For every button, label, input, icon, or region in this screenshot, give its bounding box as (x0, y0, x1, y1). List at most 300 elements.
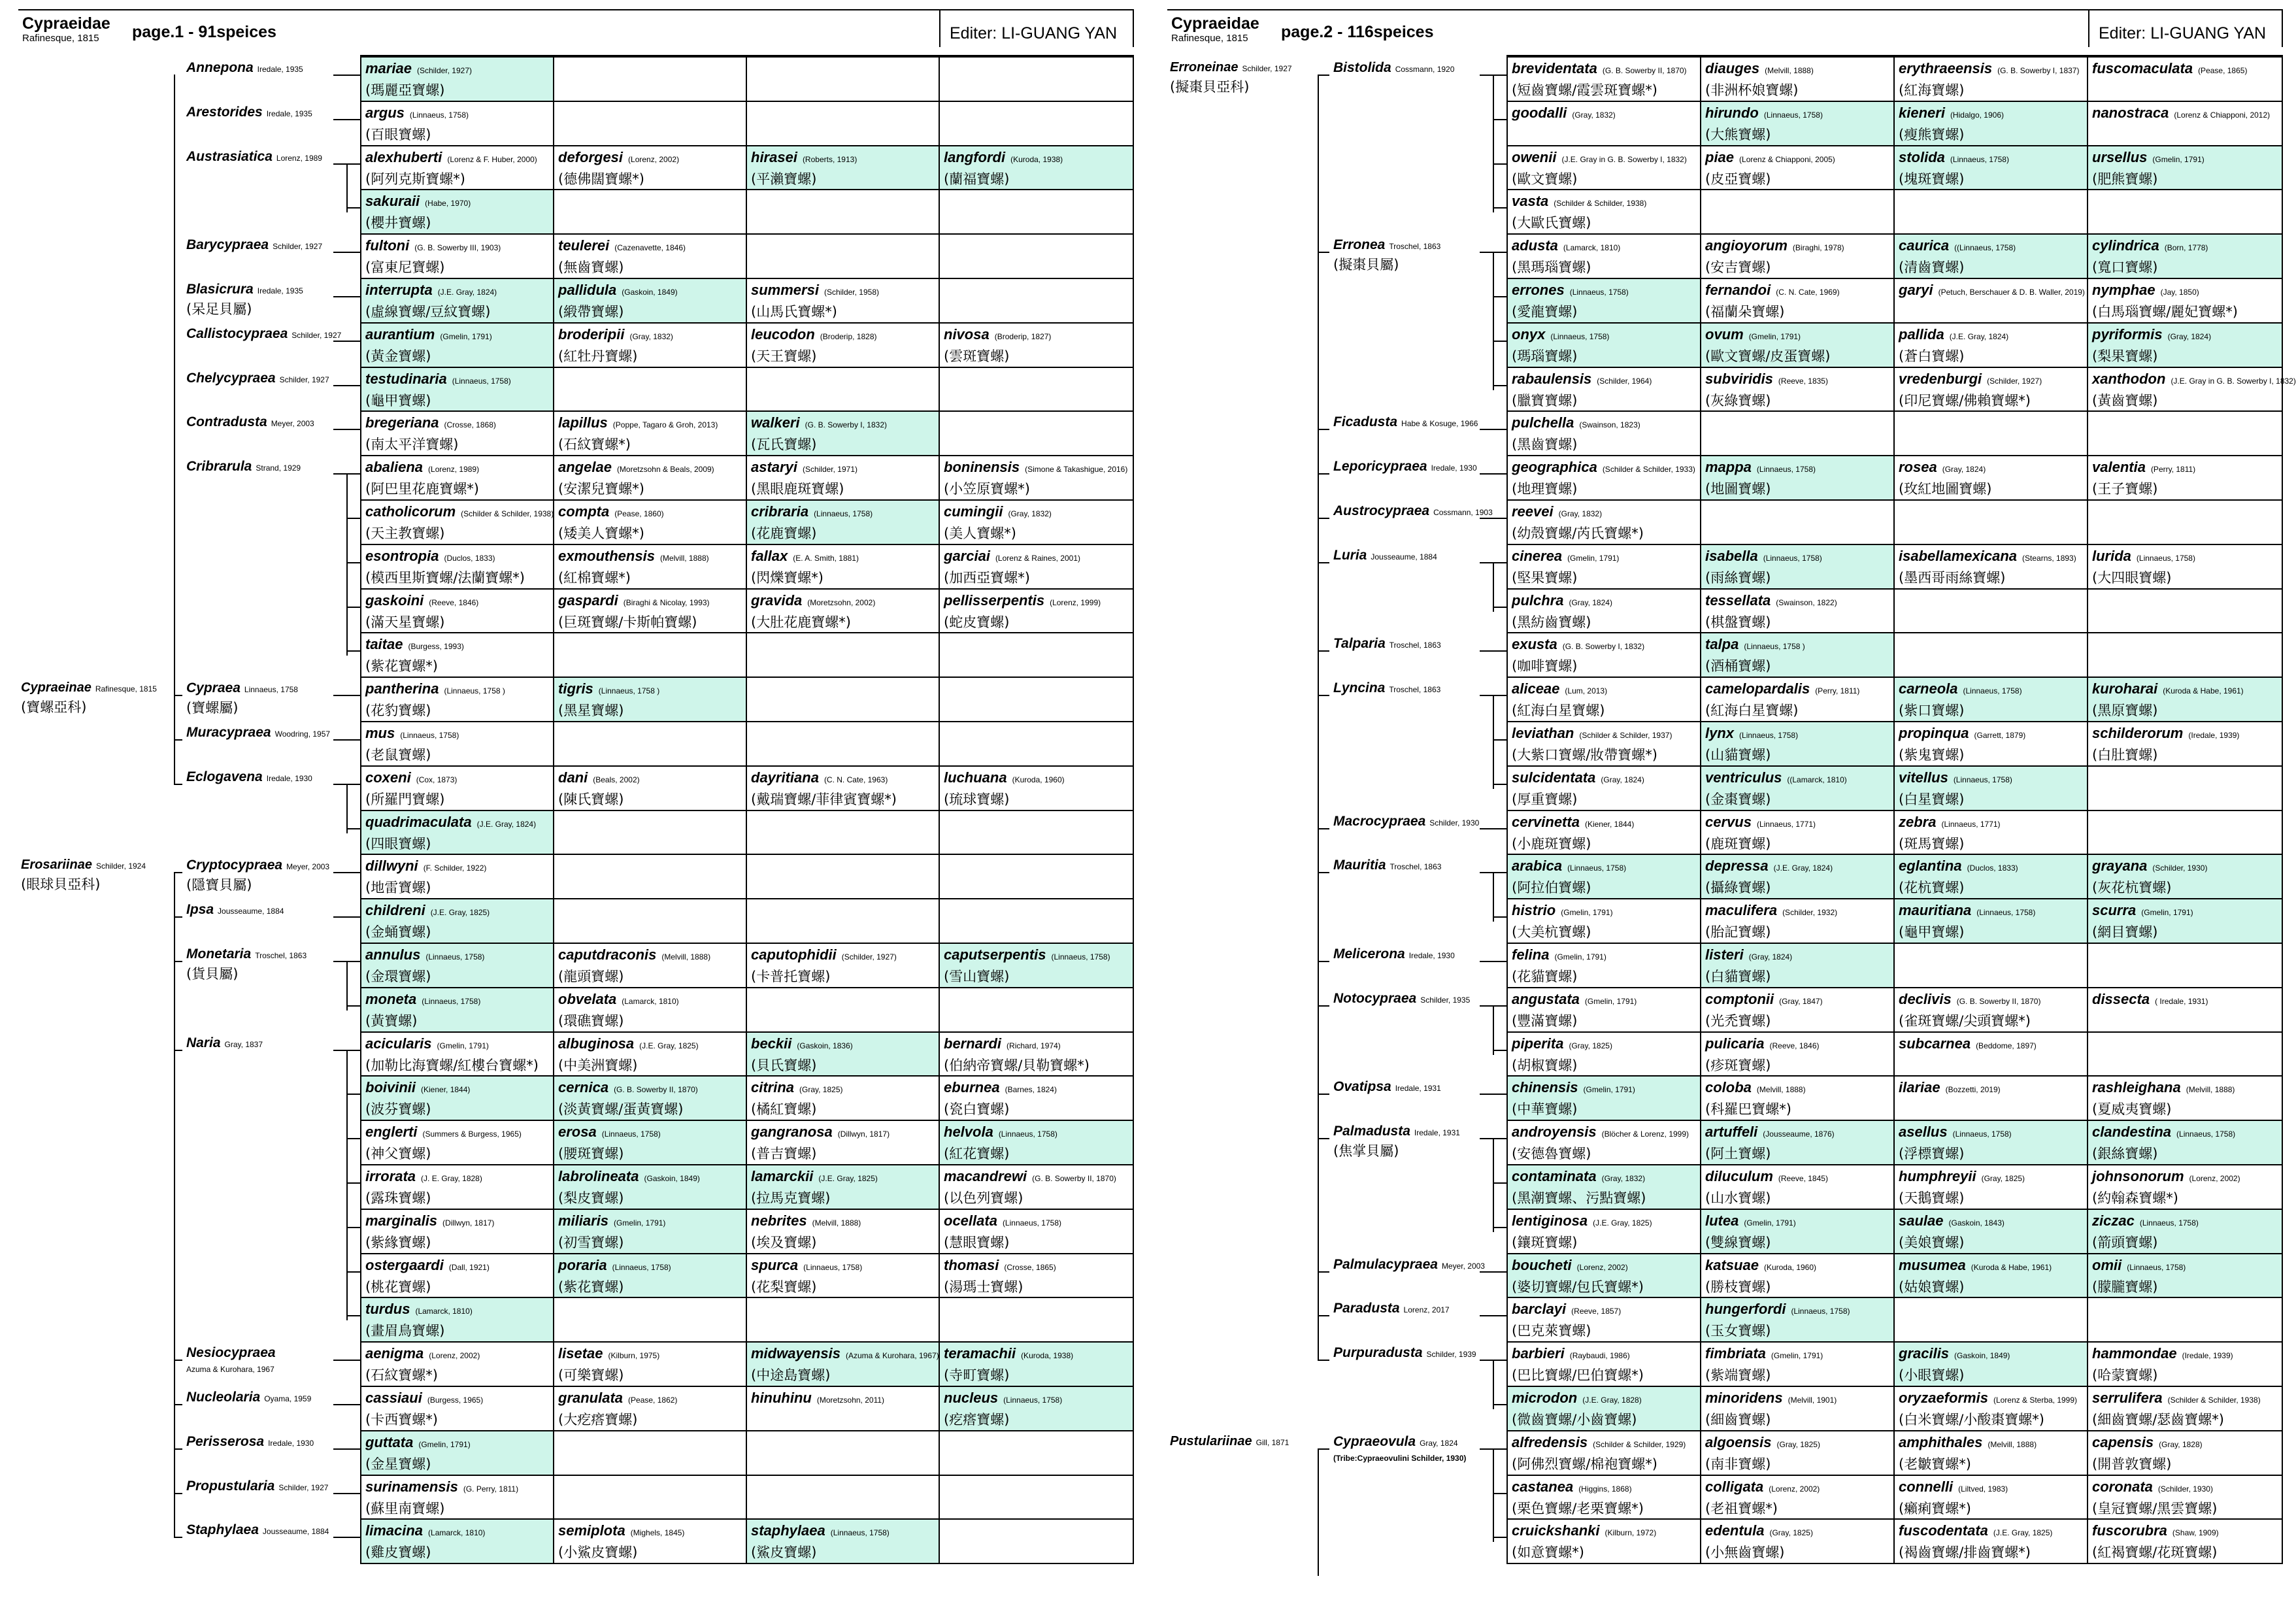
species-chinese-name: (塊斑寶螺) (1899, 171, 1965, 187)
species-name: adusta (1512, 237, 1558, 254)
table-row (1508, 1075, 2282, 1120)
species-chinese-name: (普吉寶螺) (751, 1146, 817, 1162)
species-chinese-name: (疙瘩寶螺) (944, 1412, 1010, 1428)
species-chinese-name: (紅海寶螺) (1899, 82, 1965, 98)
species-name: cruickshanki (1512, 1522, 1600, 1539)
subfamily-author: Schilder, 1924 (95, 861, 146, 871)
page-title: page.1 - 91speices (132, 23, 276, 41)
species-author: (Gray, 1832) (1558, 509, 1603, 518)
subfamily-bracket-tick (1318, 650, 1329, 652)
table-row (1508, 233, 2282, 278)
species-name: ilariae (1899, 1079, 1940, 1096)
subfamily-bracket-tick (1318, 1448, 1329, 1450)
genus-name: Bistolida (1333, 60, 1391, 75)
page-header (20, 9, 281, 47)
species-name: declivis (1899, 990, 1952, 1007)
species-name: labrolineata (558, 1168, 639, 1184)
species-cell (361, 1476, 554, 1519)
species-chinese-name: (加西亞寶螺*) (944, 569, 1030, 586)
species-chinese-name: (埃及寶螺) (751, 1234, 817, 1250)
species-chinese-name: (浮標寶螺) (1899, 1146, 1965, 1162)
species-name: exusta (1512, 636, 1557, 653)
species-cell (554, 456, 747, 499)
genus-name: Macrocypraea (1333, 813, 1426, 829)
subfamily-label (1170, 1434, 1289, 1449)
species-author: (Linnaeus, 1758) (2136, 553, 2195, 563)
genus-author: Iredale, 1935 (257, 286, 303, 295)
genus-author: Troschel, 1863 (1389, 641, 1441, 650)
genus-name: Paradusta (1333, 1301, 1400, 1316)
species-chinese-name: (勝枝寶螺) (1705, 1278, 1771, 1295)
species-chinese-name: (黃齒寶螺) (2092, 392, 2158, 409)
species-chinese-name: (平瀨寶螺) (751, 171, 817, 187)
subfamily-name: Pustulariinae (1170, 1433, 1252, 1448)
species-author: (Schilder, 1964) (1597, 376, 1652, 386)
species-chinese-name: (胡椒寶螺) (1512, 1057, 1578, 1073)
species-cell (747, 988, 940, 1031)
species-chinese-name: (蘇里南寶螺) (365, 1500, 445, 1516)
species-cell (747, 1121, 940, 1164)
species-chinese-name: (黃寶螺) (365, 1012, 418, 1029)
species-name: coronata (2092, 1478, 2153, 1495)
species-cell (1701, 1387, 1895, 1430)
species-chinese-name: (石紋寶螺*) (558, 437, 631, 453)
species-name: quadrimaculata (365, 813, 472, 830)
species-cell (1895, 678, 2088, 721)
genus-bracket-tick (346, 650, 360, 652)
species-cell (1701, 324, 1895, 367)
table-row (1508, 1341, 2282, 1386)
species-author: (Shaw, 1909) (2172, 1528, 2219, 1538)
species-name: boivinii (365, 1079, 416, 1096)
species-author: (Kuroda, 1960) (1012, 775, 1065, 784)
species-name: citrina (751, 1079, 795, 1096)
genus-name: Leporicypraea (1333, 459, 1427, 475)
species-name: erosa (558, 1124, 597, 1141)
genus-label (186, 282, 303, 318)
species-chinese-name: (箭頭寶螺) (2092, 1234, 2158, 1250)
species-cell (2088, 1165, 2282, 1209)
species-chinese-name: (蛇皮寶螺) (944, 614, 1010, 630)
species-cell (2088, 722, 2282, 765)
species-name: fernandoi (1705, 282, 1771, 298)
genus-bracket-line (346, 163, 348, 213)
species-cell (1701, 1254, 1895, 1297)
species-chinese-name: (無齒寶螺) (558, 259, 624, 276)
species-cell (2088, 1343, 2282, 1386)
species-name: lutea (1705, 1212, 1739, 1229)
species-cell (940, 1431, 1133, 1475)
species-author: (Linnaeus, 1758) (2176, 1129, 2236, 1139)
species-cell (2088, 1254, 2282, 1297)
species-name: rosea (1899, 459, 1937, 476)
species-author: (Lorenz, 2002) (429, 1351, 480, 1361)
species-cell (361, 324, 554, 367)
subfamily-bracket-line (174, 872, 175, 1537)
species-name: interrupta (365, 282, 433, 298)
species-author: (Gmelin, 1791) (437, 1041, 489, 1050)
species-name: brevidentata (1512, 60, 1597, 76)
species-cell (554, 767, 747, 810)
species-chinese-name: (臘寶寶螺) (1512, 392, 1578, 409)
species-cell (1508, 412, 1701, 455)
genus-author: Iredale, 1935 (257, 65, 303, 74)
species-cell (1701, 678, 1895, 721)
species-chinese-name: (棋盤寶螺) (1705, 614, 1771, 630)
species-cell (2088, 633, 2282, 677)
genus-label (186, 946, 307, 983)
species-cell (940, 1121, 1133, 1164)
species-cell (361, 58, 554, 101)
species-chinese-name: (灰花杭寶螺) (2092, 880, 2172, 896)
species-name: vitellus (1899, 769, 1948, 786)
genus-bracket-line (1493, 1005, 1494, 1055)
species-name: helvola (944, 1124, 993, 1141)
species-cell (1508, 146, 1701, 190)
species-author: (Kiener, 1844) (1584, 819, 1635, 829)
species-cell (554, 590, 747, 633)
species-cell (2088, 279, 2282, 322)
species-cell (747, 767, 940, 810)
genus-author: Oyama, 1959 (264, 1394, 312, 1403)
species-cell (1701, 279, 1895, 322)
species-cell (1895, 1254, 2088, 1297)
genus-chinese-name: (寶螺屬) (186, 700, 239, 716)
species-name: catholicorum (365, 503, 456, 520)
species-name: clandestina (2092, 1124, 2172, 1141)
species-cell (361, 944, 554, 987)
species-cell (1508, 988, 1701, 1031)
species-author: (Gmelin, 1791) (1584, 996, 1637, 1006)
species-author: (Melvill, 1901) (1788, 1395, 1837, 1405)
species-cell (1508, 1431, 1701, 1475)
species-name: caputserpentis (944, 946, 1046, 963)
species-name: aenigma (365, 1345, 424, 1362)
species-cell (940, 545, 1133, 588)
species-author: (Blöcher & Lorenz, 1999) (1601, 1129, 1689, 1139)
species-chinese-name: (阿土寶螺) (1705, 1146, 1771, 1162)
species-author: (J.E. Gray, 1825) (430, 908, 490, 918)
species-cell (1508, 1121, 1701, 1164)
species-chinese-name: (中途島寶螺) (751, 1367, 831, 1384)
species-cell (1701, 456, 1895, 499)
species-cell (1895, 1343, 2088, 1386)
species-cell (1701, 855, 1895, 898)
species-name: boninensis (944, 459, 1020, 476)
genus-connector-line (1480, 961, 1506, 962)
genus-chinese-name: (貨貝屬) (186, 966, 239, 982)
species-chinese-name: (王子寶螺) (2092, 481, 2158, 497)
species-name: arabica (1512, 858, 1563, 875)
species-cell (747, 501, 940, 544)
species-name: angelae (558, 459, 612, 476)
species-name: subviridis (1705, 370, 1773, 387)
species-author: (Gray, 1832) (1008, 509, 1052, 518)
species-cell (554, 944, 747, 987)
species-cell (747, 1343, 940, 1386)
genus-connector-line (333, 1537, 360, 1538)
species-author: (Lorenz & F. Huber, 2000) (447, 154, 537, 164)
genus-connector-line (1480, 650, 1506, 652)
genus-bracket-line (1493, 1448, 1494, 1543)
species-cell (554, 279, 747, 322)
genus-connector-line (333, 1448, 360, 1450)
species-chinese-name: (非洲杯娘寶螺) (1705, 82, 1799, 98)
species-cell (747, 1033, 940, 1076)
genus-label (186, 858, 329, 894)
genus-label (1333, 1345, 1476, 1361)
species-cell (1895, 146, 2088, 190)
species-author: (Bozzetti, 2019) (1945, 1085, 2001, 1095)
species-name: sulcidentata (1512, 769, 1596, 786)
species-cell (361, 1343, 554, 1386)
genus-bracket-tick (1493, 916, 1506, 918)
genus-name: Blasicrura (186, 282, 254, 297)
species-author: (Hidalgo, 1906) (1950, 110, 2004, 120)
genus-connector-line (333, 695, 360, 696)
table-row (1508, 854, 2282, 898)
genus-connector-line (333, 385, 360, 386)
species-author: (Gmelin, 1791) (1744, 1218, 1796, 1228)
species-name: owenii (1512, 148, 1557, 165)
species-name: piae (1705, 148, 1735, 165)
species-name: angustata (1512, 990, 1580, 1007)
species-author: (Cox, 1873) (416, 775, 458, 784)
table-row (1508, 1120, 2282, 1164)
species-cell (2088, 590, 2282, 633)
species-author: (E. A. Smith, 1881) (793, 553, 859, 563)
species-name: alexhuberti (365, 148, 442, 165)
species-chinese-name: (大四眼寶螺) (2092, 569, 2172, 586)
species-cell (554, 1033, 747, 1076)
species-author: (Lorenz, 2002) (1769, 1484, 1820, 1494)
species-name: irrorata (365, 1168, 416, 1184)
species-cell (747, 722, 940, 765)
species-chinese-name: (約翰森寶螺*) (2092, 1190, 2178, 1206)
species-author: (Linnaeus, 1758) (1963, 686, 2022, 696)
species-author: (Cazenavette, 1846) (614, 243, 686, 253)
species-cell (554, 899, 747, 943)
species-name: cernica (558, 1079, 609, 1096)
species-cell (1701, 1520, 1895, 1563)
species-chinese-name: (夏威夷寶螺) (2092, 1101, 2172, 1118)
species-author: (Perry, 1811) (2150, 465, 2196, 475)
species-author: (Linnaeus, 1771) (1756, 819, 1816, 829)
species-cell (361, 545, 554, 588)
species-cell (361, 368, 554, 411)
species-cell (1701, 1476, 1895, 1519)
species-chinese-name: (腰斑寶螺) (558, 1146, 624, 1162)
species-author: (G. Perry, 1811) (463, 1484, 519, 1494)
species-chinese-name: (厚重寶螺) (1512, 791, 1578, 807)
species-chinese-name: (黑眼鹿斑寶螺) (751, 481, 844, 497)
species-chinese-name: (花杭寶螺) (1899, 880, 1965, 896)
table-row (361, 410, 1133, 455)
species-cell (940, 944, 1133, 987)
species-chinese-name: (大美杭寶螺) (1512, 924, 1591, 941)
species-chinese-name: (花豹寶螺) (365, 703, 431, 719)
species-author: (C. N. Cate, 1969) (1776, 288, 1840, 297)
genus-bracket-tick (1493, 385, 1506, 386)
species-author: (Kuroda, 1938) (1021, 1351, 1074, 1361)
species-chinese-name: (紫花寶螺) (558, 1278, 624, 1295)
subfamily-bracket-tick (1318, 872, 1329, 873)
subfamily-chinese-name: (眼球貝亞科) (21, 877, 101, 893)
species-cell (1895, 899, 2088, 943)
species-cell (940, 1254, 1133, 1297)
species-cell (1508, 1387, 1701, 1430)
table-row (1508, 898, 2282, 943)
species-author: (Gmelin, 1791) (614, 1218, 666, 1228)
species-author: (Gmelin, 1791) (2152, 154, 2204, 164)
table-row (361, 632, 1133, 677)
species-name: ursellus (2092, 148, 2148, 165)
species-chinese-name: (朦朧寶螺) (2092, 1278, 2158, 1295)
species-chinese-name: (中美洲寶螺) (558, 1057, 638, 1073)
genus-name: Perisserosa (186, 1433, 265, 1449)
species-author: (Crosse, 1865) (1004, 1262, 1056, 1272)
species-chinese-name: (山貓寶螺) (1705, 747, 1771, 763)
species-author: (Swainson, 1822) (1776, 597, 1837, 607)
species-name: oryzaeformis (1899, 1390, 1988, 1406)
species-name: pantherina (365, 680, 439, 697)
genus-name: Arestorides (186, 104, 263, 120)
genus-label (1333, 636, 1441, 652)
species-cell (1895, 324, 2088, 367)
species-author: (Dillwyn, 1817) (837, 1129, 890, 1139)
species-author: (Iredale, 1939) (2182, 1351, 2233, 1361)
species-name: cinerea (1512, 547, 1563, 564)
table-row (1508, 1475, 2282, 1519)
genus-bracket-tick (1493, 1404, 1506, 1405)
species-author: (G. B. Sowerby I, 1837) (1997, 66, 2080, 75)
species-cell (747, 1210, 940, 1253)
species-cell (1895, 1210, 2088, 1253)
species-cell (1701, 1121, 1895, 1164)
subfamily-label (21, 858, 146, 894)
species-author: (Burgess, 1993) (408, 642, 464, 652)
species-chinese-name: (蒼白寶螺) (1899, 348, 1965, 364)
species-author: (G. B. Sowerby II, 1870) (1602, 66, 1687, 75)
species-chinese-name: (大歐氏寶螺) (1512, 215, 1591, 231)
species-cell (2088, 855, 2282, 898)
species-cell (1508, 1476, 1701, 1519)
genus-author: Iredale, 1930 (1431, 463, 1477, 473)
genus-author: Troschel, 1863 (1389, 685, 1441, 695)
species-cell (1895, 1033, 2088, 1076)
species-cell (554, 722, 747, 765)
species-author: (Lamarck, 1810) (415, 1307, 473, 1316)
genus-bracket-tick (1493, 207, 1506, 209)
species-chinese-name: (皮亞寶螺) (1705, 171, 1771, 187)
species-name: semiplota (558, 1522, 625, 1539)
species-cell (1701, 501, 1895, 544)
genus-name: Palmulacypraea (1333, 1256, 1438, 1272)
genus-connector-line (333, 1404, 360, 1405)
species-author: (J.E. Gray, 1825) (1593, 1218, 1652, 1228)
table-row (1508, 499, 2282, 544)
table-row (361, 233, 1133, 278)
species-name: cylindrica (2092, 237, 2159, 254)
species-cell (940, 1343, 1133, 1386)
species-name: gangranosa (751, 1124, 833, 1141)
species-chinese-name: (網目寶螺) (2092, 924, 2158, 941)
species-author: (J.E. Gray, 1825) (639, 1041, 699, 1050)
species-author: (J.E. Gray, 1824) (1949, 331, 2009, 341)
species-author: (Gray, 1832) (1601, 1174, 1646, 1183)
species-chinese-name: (巴克萊寶螺) (1512, 1323, 1591, 1339)
genus-label (1333, 237, 1440, 274)
species-name: tessellata (1705, 592, 1771, 609)
species-cell (1895, 988, 2088, 1031)
species-name: nymphae (2092, 282, 2155, 298)
species-chinese-name: (豐滿寶螺) (1512, 1012, 1578, 1029)
species-cell (554, 545, 747, 588)
species-cell (1895, 368, 2088, 411)
genus-connector-line (1480, 1315, 1506, 1316)
species-name: aliceae (1512, 680, 1560, 697)
table-row (361, 987, 1133, 1031)
subfamily-bracket-tick (174, 784, 182, 785)
subfamily-bracket-line (1318, 1448, 1319, 1576)
genus-bracket-line (1493, 75, 1494, 212)
species-author: (G. B. Sowerby I, 1832) (1562, 642, 1645, 652)
species-chinese-name: (巴比寶螺/巴伯寶螺*) (1512, 1367, 1644, 1384)
species-author: (Schilder & Schilder, 1933) (1602, 465, 1695, 475)
species-name: rabaulensis (1512, 370, 1592, 387)
species-name: eburnea (944, 1079, 1000, 1096)
species-author: (Jousseaume, 1876) (1763, 1129, 1835, 1139)
species-name: summersi (751, 282, 819, 298)
species-name: kieneri (1899, 104, 1945, 121)
species-name: diluculum (1705, 1168, 1773, 1184)
species-name: langfordi (944, 148, 1006, 165)
subfamily-bracket-tick (1318, 429, 1329, 430)
species-name: fuscorubra (2092, 1522, 2167, 1539)
genus-author: Meyer, 2003 (286, 862, 330, 872)
species-cell (1895, 767, 2088, 810)
species-author: (Kilburn, 1972) (1605, 1528, 1657, 1538)
species-author: (Linnaeus, 1758) (803, 1262, 863, 1272)
species-cell (1508, 633, 1701, 677)
species-cell (940, 368, 1133, 411)
species-author: (Linnaeus, 1758) (998, 1129, 1057, 1139)
species-cell (1508, 767, 1701, 810)
species-chinese-name: (大紫口寶螺/妝帶寶螺*) (1512, 747, 1657, 763)
species-table (1506, 56, 2296, 1564)
species-chinese-name: (金環寶螺) (365, 969, 431, 984)
species-chinese-name: (小眼寶螺) (1899, 1367, 1965, 1384)
genus-bracket-tick (346, 518, 360, 519)
species-cell (940, 633, 1133, 677)
species-name: nivosa (944, 326, 990, 343)
species-cell (361, 501, 554, 544)
genus-label (186, 1479, 328, 1494)
species-cell (2088, 58, 2282, 101)
species-cell (1895, 1298, 2088, 1341)
species-author: (Gray, 1828) (2159, 1439, 2203, 1449)
species-author: (Gaskoin, 1849) (644, 1174, 700, 1183)
species-cell (1508, 102, 1701, 145)
table-row (361, 721, 1133, 765)
species-cell (1701, 1431, 1895, 1475)
table-row (361, 101, 1133, 145)
species-cell (361, 811, 554, 854)
species-author: (Linnaeus, 1758) (1569, 288, 1629, 297)
species-cell (940, 1476, 1133, 1519)
genus-author: Troschel, 1863 (1389, 242, 1441, 252)
species-author: (Duclos, 1833) (444, 553, 495, 563)
